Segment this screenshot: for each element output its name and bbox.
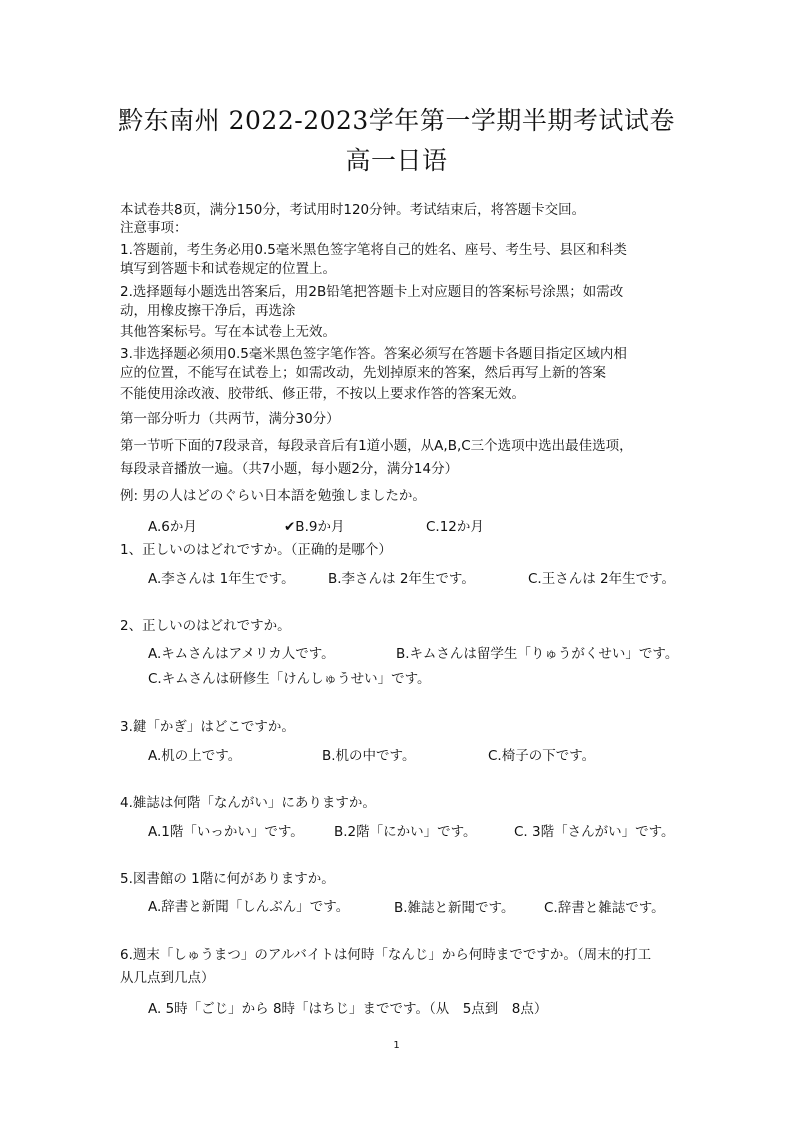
question-option: A. 5時「ごじ」から 8時「はちじ」までです。（从 5点到 8点） [148,1001,548,1017]
question-option: A.李さんは 1年生です。 [148,571,295,587]
question-option: C.王さんは 2年生です。 [528,571,676,587]
question-option: A.キムさんはアメリカ人です。 [148,646,335,662]
example-option-c: C.12か月 [426,519,484,535]
question-option: B.2階「にかい」です。 [334,824,477,840]
example-option-a: A.6か月 [148,519,197,535]
question-option: A.1階「いっかい」です。 [148,824,304,840]
notice-line: 动，用橡皮擦干净后，再选涂 [120,303,296,319]
notice-line: 3.非选择题必须用0.5毫米黑色签字笔作答。答案必须写在答题卡各题目指定区域内相 [120,346,627,362]
question-stem: 从几点到几点） [120,970,215,986]
section-intro: 每段录音播放一遍。（共7小题，每小题2分，满分14分） [120,461,459,477]
notice-line: 不能使用涂改液、胶带纸、修正带，不按以上要求作答的答案无效。 [120,386,525,402]
question-option: C.辞書と雑誌です。 [544,900,665,916]
question-stem: 6.週末「しゅうまつ」のアルバイトは何時「なんじ」から何時までですか。（周末的打工 [120,947,652,963]
question-option: C. 3階「さんがい」です。 [514,824,675,840]
question-stem: 1、正しいのはどれですか。（正确的是哪个） [120,542,392,558]
notice-line: 其他答案标号。写在本试卷上无效。 [120,324,336,340]
example-option-b: ✔B.9か月 [284,519,345,535]
notice-line: 1.答题前，考生务必用0.5毫米黑色签字笔将自己的姓名、座号、考生号、县区和科类 [120,242,627,258]
question-option: A.辞書と新聞「しんぶん」です。 [148,899,350,915]
question-stem: 4.雑誌は何階「なんがい」にありますか。 [120,795,376,811]
notice-line: 应的位置，不能写在试卷上；如需改动，先划掉原来的答案，然后再写上新的答案 [120,365,606,381]
exam-intro: 本试卷共8页，满分150分，考试用时120分钟。考试结束后，将答题卡交回。 [120,202,586,218]
question-option: C.キムさんは研修生「けんしゅうせい」です。 [148,671,431,687]
part-title: 第一部分听力（共两节，满分30分） [120,411,340,427]
notice-heading: 注意事项： [120,220,188,236]
notice-line: 2.选择题每小题选出答案后，用2B铅笔把答题卡上对应题目的答案标号涂黑；如需改 [120,284,624,300]
notice-line: 填写到答题卡和试卷规定的位置上。 [120,261,336,277]
question-stem: 5.図書館の 1階に何がありますか。 [120,871,335,887]
question-option: B.机の中です。 [322,748,416,764]
question-option: A.机の上です。 [148,748,242,764]
page-number: 1 [393,1040,400,1051]
exam-subject: 高一日语 [345,146,448,175]
example-question: 例: 男の人はどのぐらい日本語を勉強しましたか。 [120,488,426,504]
question-option: C.椅子の下です。 [488,748,596,764]
question-option: B.雑誌と新聞です。 [394,900,515,916]
question-stem: 3.鍵「かぎ」はどこですか。 [120,719,295,735]
section-intro: 第一节听下面的7段录音，每段录音后有1道小题，从A,B,C三个选项中选出最佳选项， [120,438,633,454]
question-option: B.キムさんは留学生「りゅうがくせい」です。 [396,646,679,662]
exam-title: 黔东南州 2022-2023学年第一学期半期考试试卷 [118,106,675,135]
question-option: B.李さんは 2年生です。 [328,571,475,587]
question-stem: 2、正しいのはどれですか。 [120,618,291,634]
